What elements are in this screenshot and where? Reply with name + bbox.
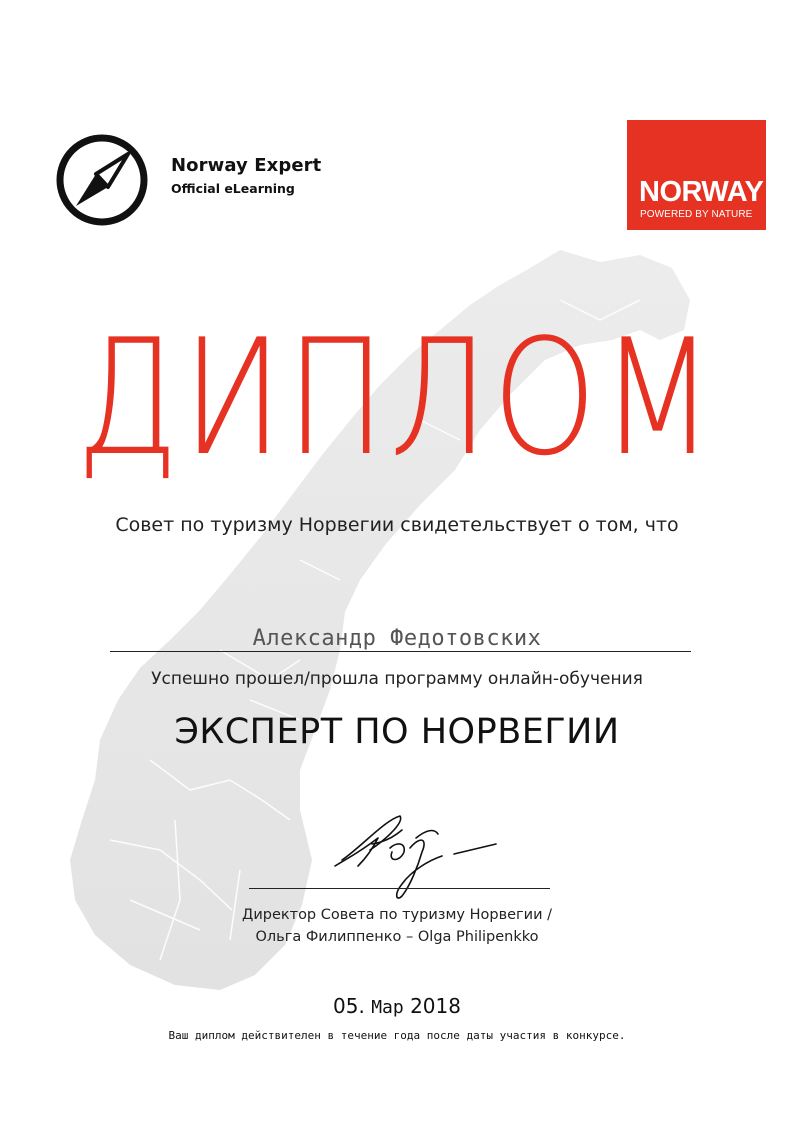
signer-title: Директор Совета по туризму Норвегии / — [241, 907, 553, 923]
signer-name: Ольга Филиппенко – Olga Philipenkko — [255, 929, 539, 945]
name-underline — [110, 651, 691, 652]
signer-block — [0, 904, 794, 948]
date-year: 2018 — [410, 994, 461, 1018]
date-day: 05. — [333, 994, 365, 1018]
norway-logo-word: NORWAY — [639, 176, 764, 208]
recipient-name: Александр Федотовских — [252, 626, 542, 651]
issue-date — [0, 994, 794, 1018]
intro-text: Совет по туризму Норвегии свидетельствует о том, что — [115, 514, 679, 536]
compass-icon — [54, 132, 150, 228]
completion-text: Успешно прошел/прошла программу онлайн-обучения — [151, 669, 643, 689]
norway-logo-tagline: POWERED BY NATURE — [640, 209, 753, 220]
brand-title: Norway Expert — [171, 155, 322, 176]
diploma-title: ДИПЛОМ — [75, 304, 719, 491]
brand-subtitle: Official eLearning — [171, 181, 295, 196]
norway-logo — [627, 120, 766, 230]
program-name: ЭКСПЕРТ ПО НОРВЕГИИ — [174, 712, 620, 752]
director-signature — [330, 808, 500, 906]
signature-line — [249, 888, 550, 889]
brand-block — [171, 155, 321, 196]
validity-note: Ваш диплом действителен в течение года после даты участия в конкурсе. — [168, 1029, 626, 1042]
date-month: Мар — [371, 997, 404, 1018]
